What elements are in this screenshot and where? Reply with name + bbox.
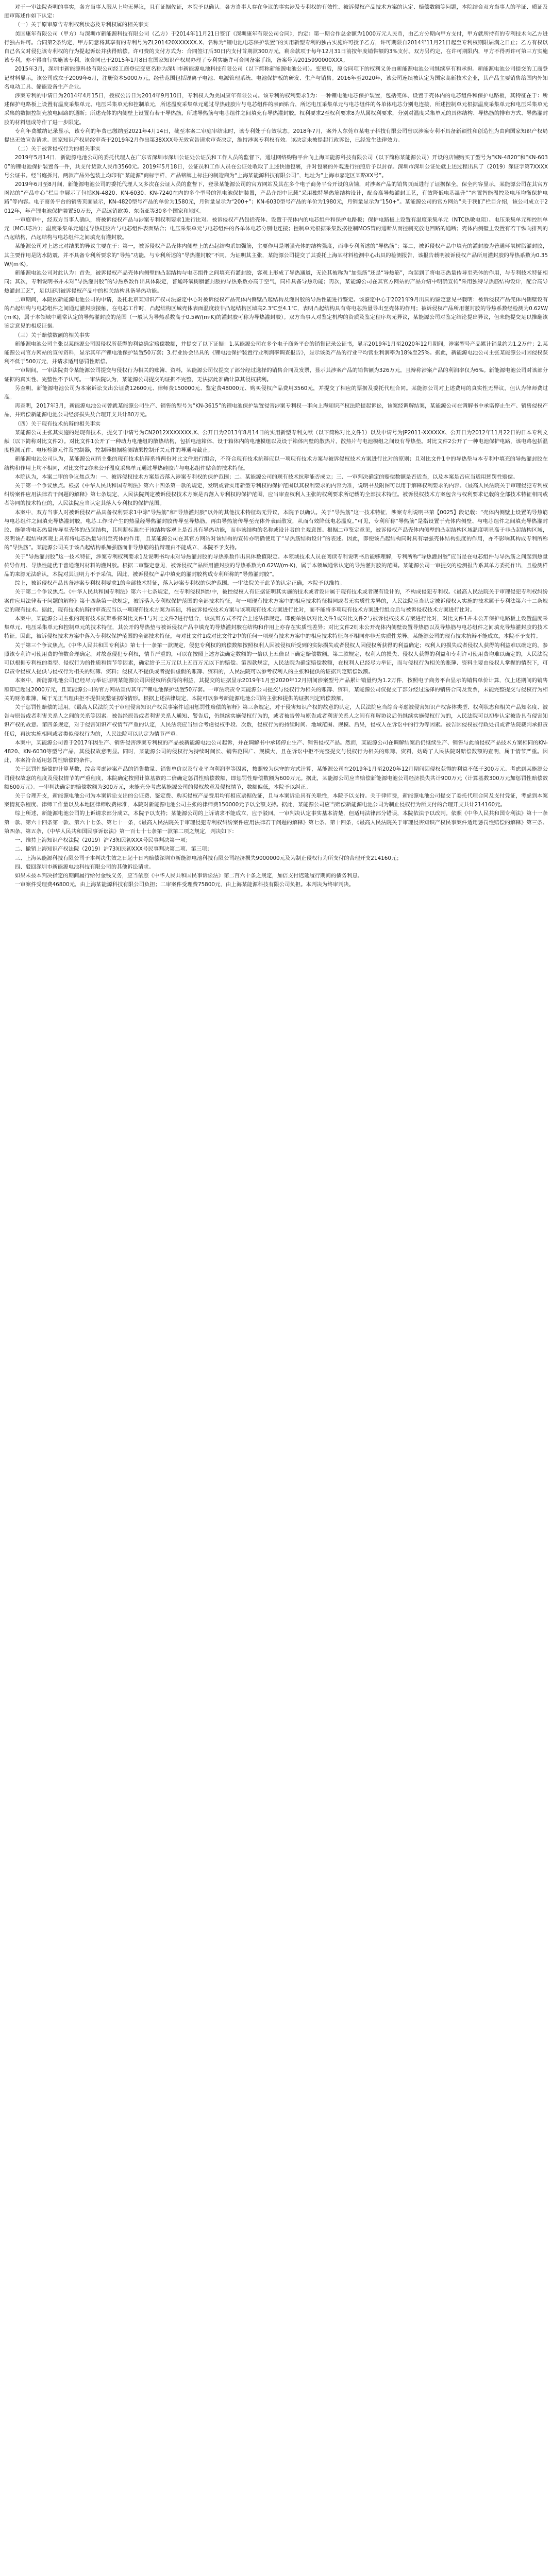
- body-paragraph: 专利年费缴纳记录显示，该专利的年费已缴纳至2021年4月14日，截至本案二审庭审结束时，该专利处于有效状态。2018年7月，案外人东莞市某电子科技有限公司曾以涉案专利不具备新颖性和创造性为由向国家知识产权局提出无效宣告请求。国家知识产权局经审查于2019年2月作出第38XXX号无效宣告请求审查决定，维持涉案专利权有效。该决定未被提起行政诉讼，已经发生法律效力。: [4, 128, 548, 144]
- body-paragraph: 美国康年有限公司（甲方）与深圳市新能源科技有限公司（乙方）于2014年11月21日签订《深圳康年有限公司合同》，约定：第一期合作总金额为1000万元人民币，由乙方分期向甲方支付，甲方就所持有的专利技术向乙方进行独占许可。合同第2条约定，甲方同意将其享有的专利号为ZL201420XXXXXX.X、名称为“锂电池电芯保护装置”的实用新型专利的独占实施许可授予乙方，许可期限自2014年11月21日起至专利权期限届满之日止；乙方有权以自己名义对侵犯该专利权的行为提起诉讼并获得赔偿。许可费的支付方式为：合同签订后30日内支付首期款300万元，剩余款项于每年12月31日前按年度销售额的3%支付。双方另约定，在许可期限内，甲方不得再许可第三方实施该专利，亦不得自行实施该专利。该合同已于2015年1月8日在国家知识产权局办理了专利实施许可合同备案手续，备案号为2015990000XXX。: [4, 30, 548, 64]
- body-paragraph: 一、维持上海知识产权法院（2019）沪73知民初XXX号民事判决第一项；: [14, 837, 191, 844]
- body-paragraph: 新能源电池公司对此认为：首先，被诉侵权产品壳体内侧壁的凸起结构与电芯组件之间填充有灌封胶，客观上形成了导热通道，无论其被称为“加强筋”还是“导热筋”，均起到了将电芯热量传导至壳体的作用，与专利技术特征相同；其次，专利说明书并未对“导热灌封胶”的导热系数作出具体限定，普通环氧树脂灌封胶的导热系数亦高于空气，同样具备导热功能；再次，某能源公司在其官方网站的产品介绍中明确宣传“采用独特导热筋结构设计，配合高导热灌封工艺”，足以证明被诉侵权产品中的相关结构具备导热功能。: [4, 270, 548, 294]
- body-paragraph: 某能源公司对上述比对结果的异议主要在于：第一，被诉侵权产品壳体内侧壁上的凸起结构系加强筋，主要作用是增强壳体的结构强度，而非专利所述的“导热筋”；第二，被诉侵权产品中填充的灌封胶为普通环氧树脂灌封胶，其主要作用是防水防震，并不具备专利所要求的“导热”功能，与专利所述的“导热灌封胶”不同。为证明其主张，某能源公司提交了其委托上海某材料检测中心出具的检测报告，该报告载明被诉侵权产品所用灌封胶的导热系数为0.35W/(m·K)。: [4, 243, 548, 267]
- body-paragraph: 关于惩罚性赔偿的适用。《最高人民法院关于审理侵害知识产权民事案件适用惩罚性赔偿的解释》第三条规定，对于侵害知识产权的故意的认定，人民法院应当综合考虑被侵害知识产权客体类型、权利状态和相关产品知名度、被告与原告或者利害关系人之间的关系等因素。被告经原告或者利害关系人通知、警告后，仍继续实施侵权行为的，或者被告曾与原告或者利害关系人之间有和解协议后仍继续实施侵权行为的，人民法院可以初步认定被告具有侵害知识产权的故意。第四条规定，对于侵害知识产权情节严重的认定，人民法院应当综合考虑侵权手段、次数，侵权行为的持续时间、地域范围、规模、后果，侵权人在诉讼中的行为等因素。被告因侵权被行政处罚或者法院裁判承担责任后，再次实施相同或者类似侵权行为的，人民法院可以认定为情节严重。: [4, 704, 548, 737]
- body-paragraph: 本院认为，本案二审的争议焦点为：一、被诉侵权技术方案是否落入涉案专利权的保护范围；二、某能源公司的现有技术抗辩能否成立；三、一审判决确定的赔偿数额是否适当，以及本案是否应当适用惩罚性赔偿。: [14, 473, 518, 480]
- body-paragraph: 再查明，2017年3月，新能源电池公司曾就某能源公司生产、销售的型号为“KN-3615”的锂电池保护装置侵害涉案专利权一事向上海知识产权法院提起诉讼，该案经调解结案，某能源公司在调解书中承诺停止生产、销售侵权产品，并赔偿新能源电池公司经济损失及合理开支共计80万元。: [4, 403, 548, 418]
- body-paragraph: 2019年5月14日，新能源电池公司的委托代理人在广东省深圳市深圳公证处公证员和工作人员的监督下，通过网络购物平台向上海某能源科技有限公司（以下简称某能源公司）开设的店铺购买了型号为“KN-4820”和“KN-6030”的锂电池保护装置各一件，共支付货款人民币3560元。2019年5月18日，公证员和工作人员在公证处收取了上述快递包裹，并对包裹的外观进行拍照后予以封存。深圳市深圳公证处就上述过程出具了（2019）深证字第7XXXX号公证书。经当庭拆封，两款产品外包装上均印有“某能源”商标字样，产品铭牌上标注的制造商为“上海某能源科技有限公司”，地址为“上海市嘉定区某路XX号”。: [4, 155, 548, 179]
- body-paragraph: 综上所述，新能源电池公司的上诉请求部分成立，本院予以支持；某能源公司的上诉请求不能成立，应予驳回。一审判决认定事实基本清楚，但适用法律部分错误，本院依法予以改判。依照《中华人民共和国专利法》第十一条第一款、第六十四条第一款、第六十七条、第七十一条，《最高人民法院关于审理侵犯专利权纠纷案件应用法律若干问题的解释》第七条、第十四条，《最高人民法院关于审理侵害知识产权民事案件适用惩罚性赔偿的解释》第三条、第四条、第五条，《中华人民共和国民事诉讼法》第一百七十七条第一款第二项之规定，判决如下：: [4, 810, 548, 835]
- body-paragraph: 新能源电池公司主张以某能源公司因侵权所获得的利益确定赔偿数额，并提交了以下证据：1.某能源公司在多个电子商务平台的销售记录公证书，显示2019年1月至2020年12月期间，涉案型号产品累计销量约为1.2万件；2.某能源公司官方网站的宣传资料，显示其年产锂电池保护装置50万套；3.行业协会出具的《锂电池保护装置行业利润率调查报告》，显示该类产品的行业平均营业利润率为18%至25%。据此，新能源电池公司主张某能源公司因侵权获利不低于500万元，并请求适用惩罚性赔偿。: [4, 341, 548, 365]
- body-paragraph: 本案中，某能源公司主张的现有技术抗辩系将对比文件1与对比文件2进行组合，该抗辩方式不符合上述法律规定。即便单独以对比文件1或对比文件2与被诉侵权技术方案进行比对，对比文件1并未公开保护电路板上设置温度采集单元、电压采集单元和控制单元的技术特征，其公开的导热垫与被诉侵权产品中填充的导热灌封胶在结构和作用上亦存在实质性差异；对比文件2则未公开壳体内侧壁设置导热筋以及导热筋与电芯组件之间填充导热灌封胶的技术特征。因此，被诉侵权技术方案中落入专利权保护范围的全部技术特征，与对比文件1或对比文件2中的任何一项现有技术方案中的相应技术特征均不相同亦非无实质性差异。某能源公司的现有技术抗辩不能成立，本院不予支持。: [4, 616, 548, 640]
- body-paragraph: 新能源电池公司认为，某能源公司所主张的现有技术抗辩系将两份对比文件进行组合，不符合现有技术抗辩应以一项现有技术方案与被诉侵权技术方案进行比对的原则；且对比文件1中的导热垫与本专利中填充的导热灌封胶在结构和作用上均不相同，对比文件2亦未公开温度采集单元通过导热硅胶片与电芯组件贴合的技术特征。: [4, 456, 548, 471]
- body-paragraph: 二审期间，本院依新能源电池公司的申请，委托北京某知识产权司法鉴定中心对被诉侵权产品壳体内侧壁凸起结构及灌封胶的导热性能进行鉴定。该鉴定中心于2021年9月出具的鉴定意见书载明：被诉侵权产品壳体内侧壁设有的凸起结构与电芯组件之间通过灌封胶接触，在电芯工作时，凸起结构区域壳体表面温度较非凸起结构区域高2.3℃至4.1℃，表明凸起结构具有将电芯热量导出至壳体的作用；被诉侵权产品所用灌封胶的导热系数经检测为0.62W/(m·K)，属于本领域中通常认定的导热灌封胶的范围（一般认为导热系数高于0.5W/(m·K)的灌封胶可称为导热灌封胶）。双方当事人对鉴定机构的资质及鉴定程序均无异议，某能源公司对鉴定结论提出异议，但未能提交足以推翻该鉴定意见的相反证据。: [4, 296, 548, 330]
- body-paragraph: 本案中，某能源公司曾于2017年因生产、销售侵害涉案专利权的产品被新能源电池公司起诉，并在调解书中承诺停止生产、销售侵权产品。然而，某能源公司在调解结案后仍继续生产、销售与此前侵权产品技术方案相同的KN-4820、KN-6030等型号产品，其侵权故意明显。同时，某能源公司的侵权行为持续时间长、销售范围广、规模大，且在诉讼中拒不完整提交与侵权行为相关的账簿、资料，妨碍了人民法院对赔偿数额的查明，属于情节严重。因此，本案符合适用惩罚性赔偿的条件。: [4, 739, 548, 764]
- body-paragraph: 对于一审法院查明的事实，各方当事人服从上均无异议，且有证据佐证，本院予以确认。各方当事人存在争议的事实涉及专利权的有效性、被诉侵权产品技术方案的认定、赔偿数额等问题，本院结合双方当事人的举证、质证及庭审陈述作如下认定：: [4, 4, 548, 20]
- body-paragraph: 二、撤销上海知识产权法院（2019）沪73知民初XXX号民事判决第二项、第三项；: [14, 846, 212, 853]
- body-paragraph: 一审案件受理费46800元，由上海某能源科技有限公司负担；二审案件受理费75800元，由上海某能源科技有限公司负担。本判决为终审判决。: [14, 882, 355, 888]
- body-paragraph: 关于第一个争议焦点。根据《中华人民共和国专利法》第六十四条第一款的规定，发明或者实用新型专利权的保护范围以其权利要求的内容为准，说明书及附图可以用于解释权利要求的内容。《最高人民法院关于审理侵犯专利权纠纷案件应用法律若干问题的解释》第七条规定，人民法院判定被诉侵权技术方案是否落入专利权的保护范围，应当审查权利人主张的权利要求所记载的全部技术特征。被诉侵权技术方案包含与权利要求记载的全部技术特征相同或者等同的技术特征的，人民法院应当认定其落入专利权的保护范围。: [4, 482, 548, 507]
- body-paragraph: 关于惩罚性赔偿的计算基数，综合考虑涉案产品的销售数量、销售单价以及行业平均利润率等因素，按照较为保守的方式计算，某能源公司在2019年1月至2020年12月期间因侵权获得的利益不低于300万元。考虑到某能源公司侵权故意的程度及侵权情节的严重程度，本院确定按照计算基数的二倍确定惩罚性赔偿数额，即惩罚性赔偿数额为600万元。据此，某能源公司应当赔偿新能源电池公司经济损失共计900万元（计算基数300万元加惩罚性赔偿数额600万元）。一审判决确定的赔偿数额为300万元，未能充分考虑某能源公司的侵权故意及侵权情节，数额偏低，本院予以纠正。: [4, 766, 548, 790]
- body-paragraph: 一审期间，一审法院责令某能源公司提交与侵权行为相关的账簿、资料，某能源公司仅提交了部分经过选择的销售合同及发票，显示其涉案产品的销售额为326万元，且辩称涉案产品的利润率仅为6%。新能源电池公司对该部分证据的真实性、完整性不予认可。一审法院认为，某能源公司提交的证据不完整，无法据此准确计算其侵权获利。: [4, 367, 548, 383]
- section-heading: （三）关于赔偿数额的相关事实: [14, 332, 90, 338]
- body-paragraph: 关于第三个争议焦点。《中华人民共和国专利法》第七十一条第一款规定，侵犯专利权的赔偿数额按照权利人因被侵权所受到的实际损失或者侵权人因侵权所获得的利益确定；权利人的损失或者侵权人获得的利益难以确定的，参照该专利许可使用费的倍数合理确定。对故意侵犯专利权，情节严重的，可以在按照上述方法确定数额的一倍以上五倍以下确定赔偿数额。第二款规定，权利人的损失、侵权人获得的利益和专利许可使用费均难以确定的，人民法院可以根据专利权的类型、侵权行为的性质和情节等因素，确定给予三万元以上五百万元以下的赔偿。第四款规定，人民法院为确定赔偿数额，在权利人已经尽力举证，而与侵权行为相关的账簿、资料主要由侵权人掌握的情况下，可以责令侵权人提供与侵权行为相关的账簿、资料；侵权人不提供或者提供虚假的账簿、资料的，人民法院可以参考权利人的主张和提供的证据判定赔偿数额。: [4, 642, 548, 675]
- body-paragraph: 本案中，双方当事人对被诉侵权产品具备权利要求1中除“导热筋”和“导热灌封胶”以外的其他技术特征均无异议，本院予以确认。关于“导热筋”这一技术特征，涉案专利说明书第【0025】段记载：“壳体内侧壁上设置的导热筋与电芯组件之间填充导热灌封胶，电芯工作时产生的热量经导热灌封胶传导至导热筋，再由导热筋传导至壳体外表面散发，从而有效降低电芯温度。”可见，专利所称“导热筋”是指设置于壳体内侧壁、与电芯组件之间填充导热灌封胶、能够将电芯热量传导至壳体的凸起结构，其判断标准在于该结构客观上是否具有导热功能，而非该结构的名称或设计者的主观意图。根据二审鉴定意见，被诉侵权产品壳体内侧壁的凸起结构区域温度明显高于非凸起结构区域，表明该凸起结构客观上具有将电芯热量导出至壳体的作用，且某能源公司在其官方网站对该结构的宣传亦明确使用了“导热筋结构设计”的表述。因此，即便该凸起结构同时具有增强壳体结构强度的作用，亦不影响其构成专利所称的“导热筋”。某能源公司关于该凸起结构系加强筋而非导热筋的抗辩理由不能成立，本院不予支持。: [4, 509, 548, 551]
- section-heading: （二）关于被诉侵权行为的相关事实: [14, 146, 101, 152]
- section-heading: （一）关于原审原告专利权利状态及专利权属的相关事实: [14, 22, 149, 28]
- body-paragraph: 三、上海某能源科技有限公司于本判决生效之日起十日内赔偿深圳市新能源电池科技有限公司经济损失9000000元及为制止侵权行为所支付的合理开支214160元；: [14, 855, 402, 861]
- section-heading: （四）关于现有技术抗辩的相关事实: [14, 420, 101, 427]
- body-paragraph: 关于“导热灌封胶”这一技术特征，涉案专利权利要求1及说明书均未对导热灌封胶的导热系数作出具体数值限定。本领域技术人员在阅读专利说明书后能够理解，专利所称“导热灌封胶”应当是在电芯组件与导热筋之间起到热量传导作用、导热性能优于普通灌封材料的灌封胶。根据二审鉴定意见，被诉侵权产品所用灌封胶的导热系数为0.62W/(m·K)，属于本领域通常认定的导热灌封胶的范围。某能源公司一审提交的检测报告系其单方委托作出，且检测样品的来源无法确认，本院对其证明力不予采信。因此，被诉侵权产品中填充的灌封胶构成专利所称的“导热灌封胶”。: [4, 553, 548, 578]
- body-paragraph: 如果未按本判决指定的期间履行给付金钱义务，应当依照《中华人民共和国民事诉讼法》第二百六十条之规定，加倍支付迟延履行期间的债务利息。: [14, 872, 363, 879]
- body-paragraph: 涉案专利的申请日为2014年4月15日，授权公告日为2014年9月10日，专利权人为美国康年有限公司。该专利的权利要求1为：一种锂电池电芯保护装置，包括壳体、设置于壳体内的电芯组件和保护电路板，其特征在于：所述保护电路板上设置有温度采集单元、电压采集单元和控制单元，所述温度采集单元通过导热硅胶片与电芯组件的表面贴合，所述电压采集单元与电芯组件的各单体电芯分别电连接，所述控制单元根据温度采集单元和电压采集单元采集的数据控制充放电回路的通断；所述壳体的内侧壁上设置有若干导热筋，所述导热筋与电芯组件之间填充有导热灌封胶。权利要求2至权利要求8为从属权利要求，分别对温度采集单元的具体结构、导热筋的排布方式、导热灌封胶的材料组成等作了进一步限定。: [4, 93, 548, 126]
- body-paragraph: 2019年6月至8月间，新能源电池公司的委托代理人又多次在公证人员的监督下，登录某能源公司的官方网站及其在多个电子商务平台开设的店铺，对涉案产品的销售页面进行了证据保全。保全内容显示，某能源公司在其官方网站的“产品中心”栏目中展示了包括KN-4820、KN-6030、KN-7240在内的多个型号的锂电池保护装置，产品介绍中记载“采用独特导热筋结构设计，配合高导热灌封工艺，有效降低电芯温升”“内置智能温控及电压均衡保护电路”等内容。电子商务平台的销售页面显示，KN-4820型号产品的单价为1580元，月销量显示为“200+”；KN-6030型号产品的单价为1980元，月销量显示为“150+”。某能源公司的官方网站“关于我们”栏目介绍，该公司成立于2012年，年产锂电池保护装置50万套，产品远销欧美、东南亚等30多个国家和地区。: [4, 181, 548, 214]
- body-paragraph: 另查明，新能源电池公司为本案诉讼支出公证费12600元、律师费150000元、鉴定费48000元、购买侵权产品费用3560元，并提交了相应的票据及委托代理合同。某能源公司对上述费用的真实性无异议，但认为律师费过高。: [4, 385, 548, 400]
- body-paragraph: 关于合理开支，新能源电池公司为本案诉讼支出的公证费、鉴定费、购买侵权产品费用均有相应票据佐证，且与本案诉讼具有关联性，本院予以支持。关于律师费，新能源电池公司提交了委托代理合同及支付凭证，考虑到本案案情复杂程度、律师工作量以及本地区律师收费标准，本院对新能源电池公司主张的律师费150000元予以全额支持。据此，某能源公司应当赔偿新能源电池公司为制止侵权行为所支付的合理开支共计214160元。: [4, 793, 548, 808]
- body-paragraph: 综上，被诉侵权产品具备涉案专利权利要求1的全部技术特征，落入涉案专利权的保护范围。一审法院关于此节的认定正确，本院予以维持。: [14, 580, 345, 587]
- body-paragraph: 一审庭审中，经双方当事人确认，将被诉侵权产品与涉案专利权利要求1进行比对。被诉侵权产品包括壳体、设置于壳体内的电芯组件和保护电路板；保护电路板上设置有温度采集单元（NTC热敏电阻）、电压采集单元和控制单元（MCU芯片）；温度采集单元通过导热硅胶片与电芯组件表面贴合；电压采集单元与电芯组件的各单体电芯分别电连接；控制单元根据采集数据控制MOS管的通断从而控制充放电回路的通断；壳体内侧壁上设置有若干纵向排列的凸起结构，凸起结构与电芯组件之间填充有灌封胶。: [4, 216, 548, 241]
- body-paragraph: 2015年3月，深圳市新能源科技有限公司经工商登记变更名称为深圳市新能源电池科技有限公司（以下简称新能源电池公司）。变更后，原合同项下的权利义务由新能源电池公司继续享有和承担。新能源电池公司提交的工商登记材料显示，该公司成立于2009年6月，注册资本5000万元，经营范围包括锂离子电池、电源管理系统、电池保护板的研发、生产与销售。2016年至2020年，该公司连续被认定为国家高新技术企业，其产品主要销售给国内外知名电动工具、储能设备生产企业。: [4, 66, 548, 90]
- body-paragraph: 四、驳回深圳市新能源电池科技有限公司的其他诉讼请求。: [14, 863, 154, 870]
- body-paragraph: 关于第二个争议焦点。《中华人民共和国专利法》第六十七条规定，在专利侵权纠纷中，被控侵权人有证据证明其实施的技术或者设计属于现有技术或者现有设计的，不构成侵犯专利权。《最高人民法院关于审理侵犯专利权纠纷案件应用法律若干问题的解释》第十四条第一款规定，被诉落入专利权保护范围的全部技术特征，与一项现有技术方案中的相应技术特征相同或者无实质性差异的，人民法院应当认定被诉侵权人实施的技术属于专利法第六十二条规定的现有技术。据此，现有技术抗辩的审查应当以一项现有技术方案为基础，将被诉侵权技术方案与该项现有技术方案进行比对，而不能将多项现有技术方案进行组合后与被诉侵权技术方案进行比对。: [4, 589, 548, 613]
- body-paragraph: 本案中，新能源电池公司已经尽力举证证明某能源公司因侵权所获得的利益，其提交的证据显示2019年1月至2020年12月期间涉案型号产品累计销量约为1.2万件，按照电子商务平台显示的销售单价计算，仅上述期间的销售额即已超过2000万元，且某能源公司的官方网站宣传其年产锂电池保护装置50万套。一审法院责令某能源公司提交与侵权行为相关的账簿、资料，某能源公司仅提交了部分经过选择的销售合同及发票，未能完整提交与侵权行为相关的财务账簿，属于无正当理由拒不提供完整证据的情形。根据上述法律规定，本院可以参考新能源电池公司的主张和提供的证据判定赔偿数额。: [4, 677, 548, 702]
- body-paragraph: 某能源公司主张其实施的是现有技术，提交了申请号为CN2012XXXXXXX.X、公开日为2013年8月14日的实用新型专利文献（以下简称对比文件1）以及申请号为JP2011-XXXXXX、公开日为2012年11月22日的日本专利文献（以下简称对比文件2）。对比文件1公开了一种动力电池组的散热结构，包括电池箱体、设于箱体内的电池模组以及设于箱体内壁的散热片，散热片与电池模组之间设有导热垫。对比文件2公开了一种电池保护电路，该电路包括温度检测元件、电压检测元件及控制器，控制器根据检测结果控制开关元件的导通与截止。: [4, 429, 548, 454]
